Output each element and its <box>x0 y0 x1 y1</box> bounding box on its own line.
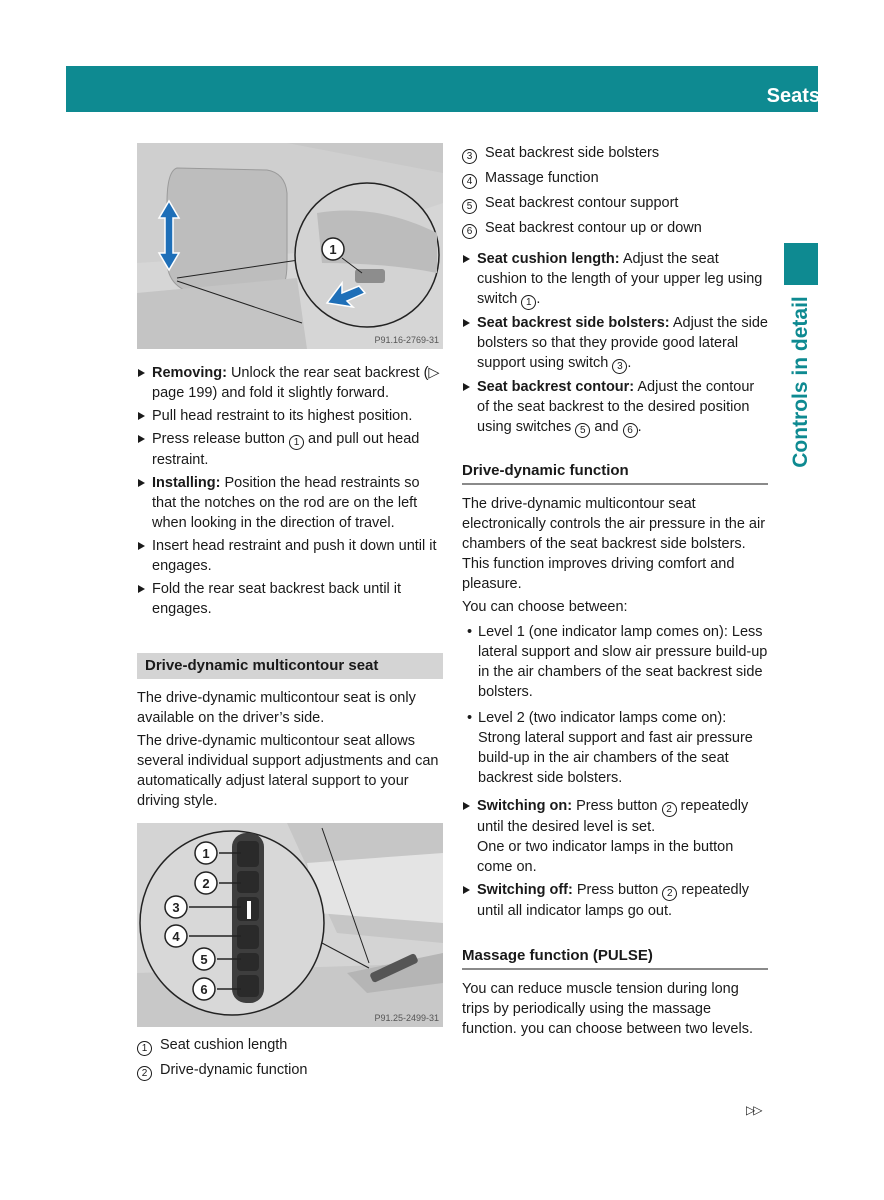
removal-steps <box>137 363 443 619</box>
heading-massage-function: Massage function (PULSE) <box>462 947 768 970</box>
section-title: Seats <box>766 85 820 107</box>
switch-callout-1: 1 <box>202 846 210 861</box>
switch-legend-continued <box>462 143 768 239</box>
page-number: 91 <box>849 87 869 106</box>
callout-1: 1 <box>329 242 337 257</box>
head-restraint-figure <box>137 143 443 349</box>
switch-callout-5: 5 <box>200 952 208 967</box>
step-press-release: Press release button 1 and pull out head restraint. <box>137 429 443 470</box>
step-side-bolsters: Seat backrest side bolsters: Adjust the side bolsters so that they provide good lateral support using switch 3 . <box>462 313 768 374</box>
step-seat-cushion-length: Seat cushion length: Adjust the seat cushion to the length of your upper leg using switch 1 . <box>462 249 768 310</box>
chapter-label: Controls in detail <box>789 296 812 468</box>
level-2-bullet: • Level 2 (two indicator lamps come on): Strong lateral support and fast air pressure build-up in the air chambers of the seat backrest side bolsters. <box>467 710 753 786</box>
right-column <box>462 143 768 1042</box>
heading-multicontour-seat: Drive-dynamic multicontour seat <box>137 653 443 679</box>
step-backrest-contour: Seat backrest contour: Adjust the contour of the seat backrest to the desired position using switches 5 and 6 . <box>462 377 768 438</box>
heading-drive-dynamic-function: Drive-dynamic function <box>462 462 768 485</box>
legend-item: 6 Seat backrest contour up or down <box>462 218 768 239</box>
level-1-bullet: • Level 1 (one indicator lamp comes on): Less lateral support and slow air pressure build-up in the air chambers of the seat backrest side bolsters. <box>467 624 768 700</box>
step-insert-restraint: Insert head restraint and push it down until it engages. <box>137 536 443 576</box>
step-switching-on: Switching on: Press button 2 repeatedly until the desired level is set. One or two indicator lamps in the button come on. <box>462 796 768 877</box>
continued-icon: ▷▷ <box>746 1103 761 1117</box>
drive-dynamic-body: The drive-dynamic multicontour seat electronically controls the air pressure in the air chambers of the seat backrest side bolsters. This function improves driving comfort and pleasure. You can choose between: • Level 1 (one indicator lamp comes on): Less lateral support and slow air pressure build-up in the air chambers of the seat backrest side bolsters. • Level 2 (two indicator lamps come on): Strong lateral support and fast air pressure build-up in the air chambers of the seat backrest side bolsters. Switching on: Press button 2 repeatedly until the desired level is set. One or two indicator lamps in the button come on. Switching off: Press button 2 repeatedly until all indicator lamps go out. <box>462 496 768 919</box>
legend-item: 1 Seat cushion length <box>137 1035 443 1056</box>
step-removing: Removing: Unlock the rear seat backrest (▷ page 199) and fold it slightly forward. <box>137 363 443 403</box>
seat-switch-illustration <box>137 823 443 1027</box>
multicontour-intro: The drive-dynamic multicontour seat is only available on the driver’s side. The drive-dynamic multicontour seat allows several individual support adjustments and can automatically adjust lateral support to your driving style. <box>137 690 439 809</box>
switch-callout-2: 2 <box>202 876 210 891</box>
legend-item: 5 Seat backrest contour support <box>462 193 768 214</box>
chapter-tab <box>784 243 818 285</box>
adjust-steps <box>462 249 768 438</box>
step-fold-backrest: Fold the rear seat backrest back until it engages. <box>137 579 443 619</box>
header-bar <box>66 66 869 112</box>
step-switching-off: Switching off: Press button 2 repeatedly until all indicator lamps go out. <box>462 880 768 921</box>
header-divider <box>832 66 834 112</box>
seat-switch-figure <box>137 823 443 1027</box>
switch-callout-4: 4 <box>172 929 180 944</box>
massage-body: You can reduce muscle tension during long trips by periodically using the massage function. you can choose between two levels. <box>462 981 753 1037</box>
head-restraint-illustration <box>137 143 443 349</box>
figure-code: P91.16-2769-31 <box>374 335 439 345</box>
legend-item: 4 Massage function <box>462 168 768 189</box>
legend-item: 3 Seat backrest side bolsters <box>462 143 768 164</box>
legend-item: 2 Drive-dynamic function <box>137 1060 443 1081</box>
step-installing: Installing: Position the head restraints so that the notches on the rod are on the left when looking in the direction of travel. <box>137 473 443 533</box>
switch-legend <box>137 1035 443 1081</box>
step-pull-restraint: Pull head restraint to its highest position. <box>137 406 443 426</box>
figure-code: P91.25-2499-31 <box>374 1013 439 1023</box>
left-column <box>137 143 443 1085</box>
switch-callout-6: 6 <box>200 982 208 997</box>
switch-callout-3: 3 <box>172 900 180 915</box>
